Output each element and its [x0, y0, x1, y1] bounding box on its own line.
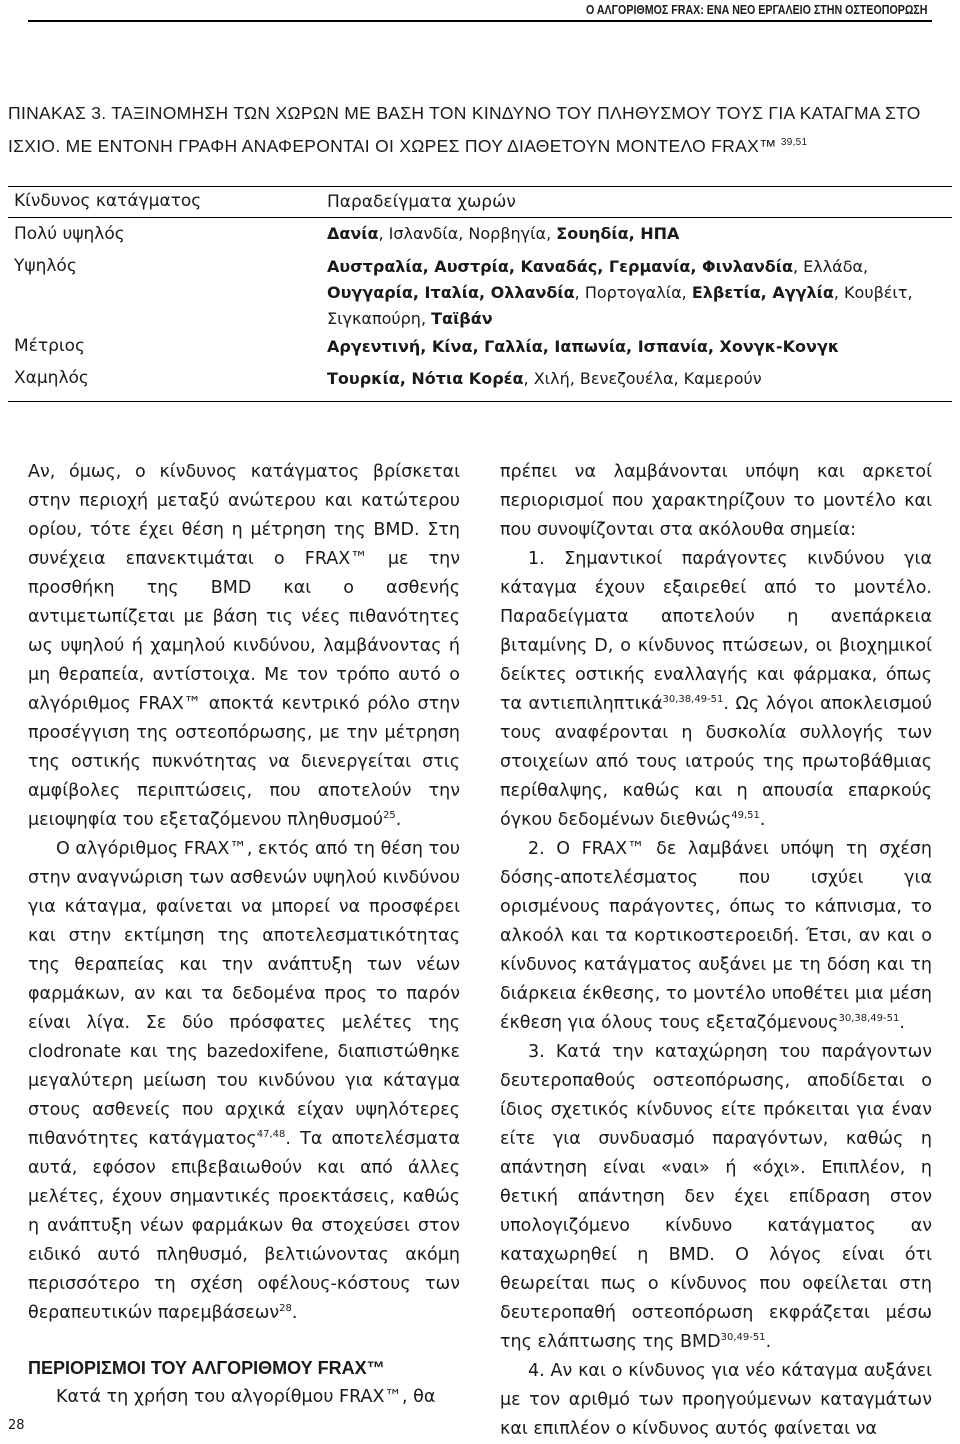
- table-row-countries: Αργεντινή, Κίνα, Γαλλία, Ιαπωνία, Ισπανία, Χονγκ-Κονγκ: [327, 337, 840, 356]
- table-bottom-rule: [8, 401, 952, 402]
- table-row-risk: Πολύ υψηλός: [14, 224, 125, 244]
- table-header-rule: [8, 217, 952, 218]
- running-header: Ο ΑΛΓΟΡΙΘΜΟΣ FRAX: ΕΝΑ ΝΕΟ ΕΡΓΑΛΕΙΟ ΣΤΗΝ ΟΣΤΕΟΠΟΡΩΣΗ: [586, 2, 928, 17]
- paragraph: πρέπει να λαμβάνονται υπόψη και αρκετοί περιορισμοί που χαρακτηρίζουν το μοντέλο και που συνοψίζονται στα ακόλουθα σημεία:: [500, 462, 932, 540]
- left-column: [28, 458, 460, 1412]
- page-number: 28: [8, 1418, 25, 1433]
- table-row-risk: Μέτριος: [14, 336, 86, 356]
- table-row-countries: Δανία, Ισλανδία, Νορβηγία, Σουηδία, ΗΠΑ: [327, 224, 680, 243]
- table-caption: [8, 99, 952, 161]
- paragraph: Ο αλγόριθμος FRAX™, εκτός από τη θέση του στην αναγνώριση των ασθενών υψηλού κινδύνου για κάταγμα, φαίνεται να μπορεί να προσφέρει και στην εκτίμηση της αποτελεσματικότητας της θεραπείας και την ανάπτυξη των νέων φαρμάκων, αν και τα δεδομένα προς το παρόν είναι λίγα. Σε δύο πρόσφατες μελέτες της clodronate και της bazedoxifene, διαπιστώθηκε μεγαλύτερη μείωση του κινδύνου για κάταγμα στους ασθενείς που αρχικά είχαν υψηλότερες πιθανότητες κατάγματος$^{47,48}$. Τα αποτελέσματα αυτά, εφόσον επιβεβαιωθούν και από άλλες μελέτες, έχουν σημαντικές προεκτάσεις, καθώς η ανάπτυξη νέων φαρμάκων θα στοχεύσει στον ειδικό αυτό πληθυσμό, βελτιώνοντας ακόμη περισσότερο τη σχέση οφέλους-κόστους των θεραπευτικών παρεμβάσεων$^{28}$.: [28, 839, 460, 1323]
- list-item: 2. Ο FRAX™ δε λαμβάνει υπόψη τη σχέση δόσης-αποτελέσματος που ισχύει για ορισμένους παράγοντες, όπως το κάπνισμα, το αλκοόλ και τα κορτικοστεροειδή. Έτσι, αν και ο κίνδυνος κατάγματος αυξάνει με τη δόση και τη διάρκεια έκθεσης, το μοντέλο υποθέτει μια μέση έκθεση για όλους τους εξεταζόμενους$^{30,38,49-51}$.: [500, 839, 932, 1033]
- table-row-countries: Τουρκία, Νότια Κορέα, Χιλή, Βενεζουέλα, Καμερούν: [327, 369, 762, 388]
- table-caption-refs: 39,51: [780, 137, 808, 148]
- table-caption-text: ΠΙΝΑΚΑΣ 3. ΤΑΞΙΝΟΜΗΣΗ ΤΩΝ ΧΩΡΩΝ ΜΕ ΒΑΣΗ ΤΟΝ ΚΙΝΔΥΝΟ ΤΟΥ ΠΛΗΘΥΣΜΟΥ ΤΟΥΣ ΓΙΑ ΚΑΤΑΓΜΑ ΣΤΟ ΙΣΧΙΟ. ΜΕ ΕΝΤΟΝΗ ΓΡΑΦΗ ΑΝΑΦΕΡΟΝΤΑΙ ΟΙ ΧΩΡΕΣ ΠΟΥ ΔΙΑΘΕΤΟΥΝ ΜΟΝΤΕΛΟ FRAX™: [8, 103, 921, 156]
- table-row-countries: Αυστραλία, Αυστρία, Καναδάς, Γερμανία, Φινλανδία, Ελλάδα, Ουγγαρία, Ιταλία, Ολλανδία, Πορτογαλία, Ελβετία, Αγγλία, Κουβέιτ, Σιγκαπούρη, Ταϊβάν: [327, 257, 913, 328]
- list-item: 1. Σημαντικοί παράγοντες κινδύνου για κάταγμα έχουν εξαιρεθεί από το μοντέλο. Παραδείγματα αποτελούν η ανεπάρκεια βιταμίνης D, ο κίνδυνος πτώσεων, οι βιοχημικοί δείκτες οστικής εναλλαγής και φάρμακα, όπως τα αντιεπιληπτικά$^{30,38,49-51}$. Ως λόγοι αποκλεισμού τους αναφέρονται η δυσκολία συλλογής των στοιχείων από τους ιατρούς της πρωτοβάθμιας περίθαλψης, καθώς και η απουσία επαρκούς όγκου δεδομένων διεθνώς$^{49,51}$.: [500, 549, 932, 830]
- paragraph: Αν, όμως, ο κίνδυνος κατάγματος βρίσκεται στην περιοχή μεταξύ ανώτερου και κατώτερου ορίου, τότε έχει θέση η μέτρηση της BMD. Στη συνέχεια επανεκτιμάται ο FRAX™ με την προσθήκη της BMD και ο ασθενής αντιμετωπίζεται με βάση τις νέες πιθανότητες ως υψηλού ή χαμηλού κινδύνου, λαμβάνοντας ή μη θεραπεία, αντίστοιχα. Με τον τρόπο αυτό ο αλγόριθμος FRAX™ αποκτά κεντρικό ρόλο στην προσέγγιση της οστεοπόρωσης, με την μέτρηση της οστικής πυκνότητας να διενεργείται στις αμφίβολες περιπτώσεις, που αποτελούν την μειοψηφία του εξεταζόμενου πληθυσμού$^{25}$.: [28, 462, 460, 830]
- table-header-risk: Κίνδυνος κατάγματος: [14, 191, 202, 211]
- paragraph: Κατά τη χρήση του αλγορίθμου FRAX™, θα: [56, 1387, 436, 1407]
- spacer: [28, 1328, 460, 1350]
- table-row-risk: Χαμηλός: [14, 368, 89, 388]
- table-row-risk: Υψηλός: [14, 256, 77, 276]
- right-column: [500, 458, 932, 1444]
- table-top-rule: [8, 186, 952, 187]
- section-heading: ΠΕΡΙΟΡΙΣΜΟΙ ΤΟΥ ΑΛΓΟΡΙΘΜΟΥ FRAX™: [28, 1358, 385, 1378]
- list-item: 4. Αν και ο κίνδυνος για νέο κάταγμα αυξάνει με τον αριθμό των προηγούμενων καταγμάτων και επιπλέον ο κίνδυνος αυτός φαίνεται να: [500, 1361, 932, 1439]
- list-item: 3. Κατά την καταχώρηση του παράγοντων δευτεροπαθούς οστεοπόρωσης, αποδίδεται ο ίδιος σχετικός κίνδυνος είτε πρόκειται για έναν είτε για συνδυασμό παραγόντων, καθώς η απάντηση είναι «ναι» ή «όχι». Επιπλέον, η θετική απάντηση δεν έχει επίδραση στον υπολογιζόμενο κίνδυνο κατάγματος αν καταχωρηθεί η BMD. Ο λόγος είναι ότι θεωρείται πως ο κίνδυνος που οφείλεται στη δευτεροπαθή οστεοπόρωση εκφράζεται μέσω της ελάπτωσης της BMD$^{30,49-51}$.: [500, 1042, 932, 1352]
- table-header-countries: Παραδείγματα χωρών: [327, 192, 516, 212]
- header-rule: [28, 20, 932, 22]
